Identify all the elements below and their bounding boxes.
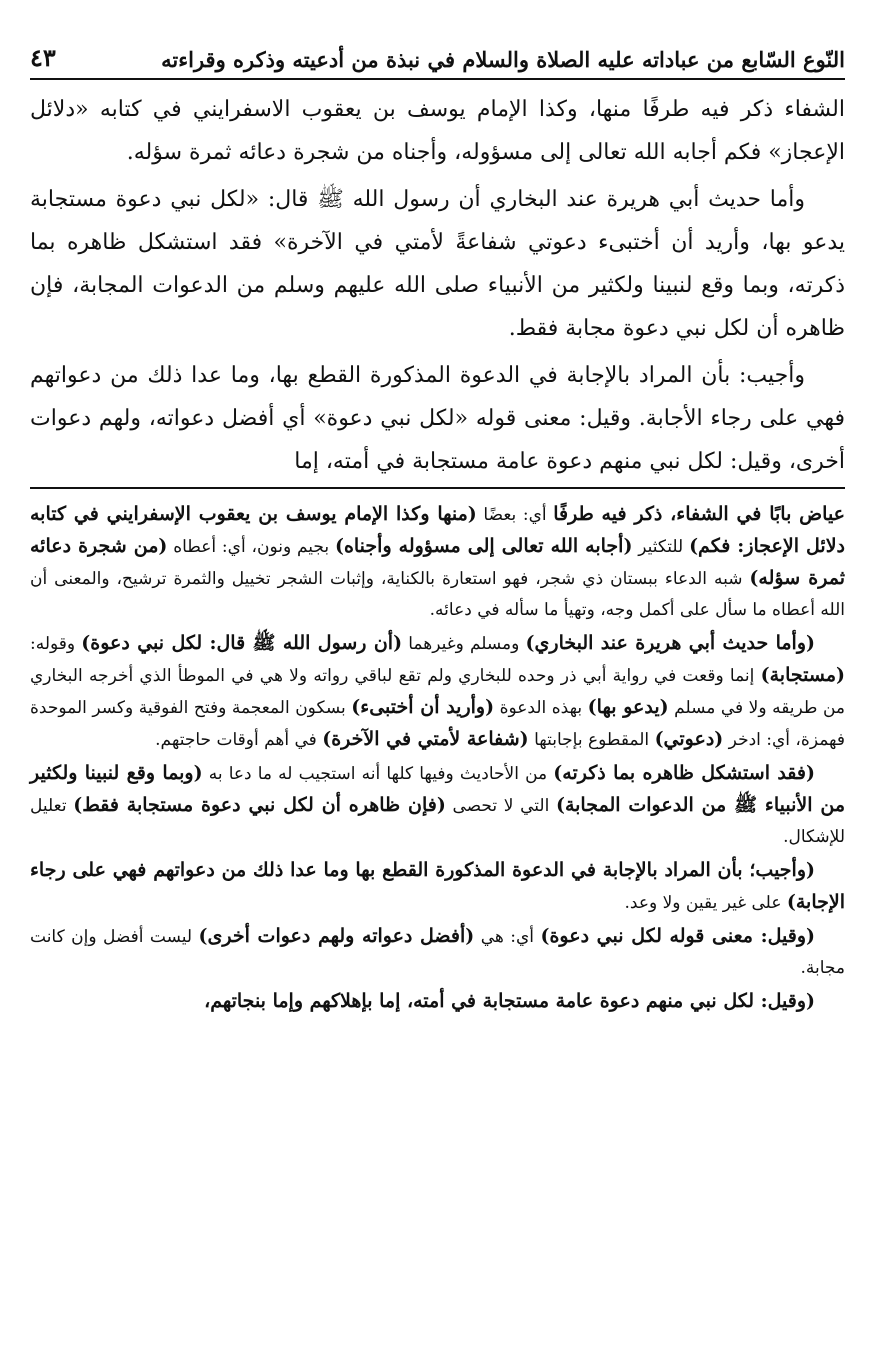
main-paragraph: الشفاء ذكر فيه طرفًا منها، وكذا الإمام يوسف بن يعقوب الاسفرايني في كتابه «دلائل الإعجاز» فكم أجابه الله تعالى إلى مسؤوله، وأجناه من شجرة دعائه ثمرة سؤله. bbox=[30, 97, 845, 165]
commentary-text: التي لا تحصى bbox=[445, 796, 556, 816]
page-number: ٤٣ bbox=[30, 43, 56, 72]
commentary-text: بسكون المعجمة وفتح الفوقية وكسر الموحدة فهمزة، أي: ادخر bbox=[30, 698, 845, 750]
commentary-text: بهذه الدعوة bbox=[494, 698, 588, 718]
commentary-text: على غير يقين ولا وعد. bbox=[624, 893, 787, 913]
main-text bbox=[30, 88, 845, 483]
commentary-text: أي: هي bbox=[474, 927, 541, 947]
commentary-paragraph bbox=[30, 986, 845, 1018]
quoted-text: (يدعو بها) bbox=[587, 696, 669, 718]
commentary-text: من الأحاديث وفيها كلها أنه استجيب له ما دعا به bbox=[202, 764, 554, 784]
quoted-text: (أجابه الله تعالى إلى مسؤوله وأجناه) bbox=[334, 535, 633, 557]
quoted-text: (من شجرة دعائه ثمرة سؤله) bbox=[30, 535, 846, 589]
commentary-text: شبه الدعاء ببستان ذي شجر، فهو استعارة بالكناية، وإثبات الشجر تخييل والثمرة ترشيح، والمعنى أن الله أعطاه ما سأل على أكمل وجه، وتهيأ ما سأله في دعائه. bbox=[30, 569, 845, 620]
book-page bbox=[30, 30, 845, 1330]
commentary-text: بجيم ونون، أي: أعطاه bbox=[167, 537, 335, 557]
quoted-text: (أفضل دعواته ولهم دعوات أخرى) bbox=[198, 925, 475, 947]
commentary-text: ليست أفضل وإن كانت مجابة. bbox=[30, 927, 845, 978]
quoted-text: (وقيل: معنى قوله لكل نبي دعوة) bbox=[540, 925, 815, 947]
quoted-text: (شفاعة لأمتي في الآخرة) bbox=[322, 728, 529, 750]
commentary-paragraph bbox=[30, 628, 845, 756]
quoted-text: عياض بابًا في الشفاء، ذكر فيه طرفًا bbox=[553, 503, 846, 525]
commentary-text: تعليل للإشكال. bbox=[30, 796, 845, 847]
commentary-text: ومسلم وغيرهما bbox=[402, 634, 526, 654]
main-paragraph: وأما حديث أبي هريرة عند البخاري أن رسول الله ﷺ قال: «لكل نبي دعوة مستجابة يدعو بها، وأريد أن أختبىء دعوتي شفاعةً لأمتي في الآخرة» فقد استشكل ظاهره بما ذكرته، وبما وقع لنبينا ولكثير من الأنبياء صلى الله عليهم وسلم من الدعوات المجابة، فإن ظاهره أن لكل نبي دعوة مجابة فقط. bbox=[30, 187, 845, 341]
commentary-divider bbox=[30, 487, 845, 489]
main-paragraph: وأجيب: بأن المراد بالإجابة في الدعوة المذكورة القطع بها، وما عدا ذلك من دعواتهم فهي على رجاء الأجابة. وقيل: معنى قوله «لكل نبي دعوة» أي أفضل دعواته، ولهم دعوات أخرى، وقيل: لكل نبي منهم دعوة عامة مستجابة في أمته، إما bbox=[30, 363, 845, 474]
commentary-text: أي: بعضًا bbox=[476, 505, 554, 525]
commentary-text: إنما وقعت في رواية أبي ذر وحده للبخاري ولم تقع لباقي رواته ولا هي في الموطأ الذي أخرجه البخاري من طريقه ولا في مسلم bbox=[30, 666, 845, 718]
commentary-text: المقطوع بإجابتها bbox=[528, 730, 655, 750]
commentary-text: للتكثير bbox=[632, 537, 690, 557]
commentary-paragraph bbox=[30, 855, 845, 919]
quoted-text: (وأجيب؛ بأن المراد بالإجابة في الدعوة المذكورة القطع بها وما عدا ذلك من دعواتهم فهي على رجاء الإجابة) bbox=[30, 859, 845, 913]
commentary-text: وقوله: bbox=[30, 634, 82, 654]
commentary bbox=[30, 499, 845, 1018]
quoted-text: (مستجابة) bbox=[760, 664, 845, 686]
commentary-paragraph bbox=[30, 499, 845, 626]
commentary-paragraph bbox=[30, 758, 845, 853]
quoted-text: (فإن ظاهره أن لكل نبي دعوة مستجابة فقط) bbox=[73, 794, 446, 816]
commentary-text: في أهم أوقات حاجتهم. bbox=[155, 730, 323, 750]
quoted-text: (منها وكذا الإمام يوسف بن يعقوب الإسفرايني في كتابه دلائل الإعجاز: فكم) bbox=[30, 503, 845, 557]
quoted-text: (فقد استشكل ظاهره بما ذكرته) bbox=[553, 762, 815, 784]
commentary-paragraph bbox=[30, 921, 845, 984]
quoted-text: (وأما حديث أبي هريرة عند البخاري) bbox=[525, 632, 815, 654]
quoted-text: (وبما وقع لنبينا ولكثير من الأنبياء ﷺ من الدعوات المجابة) bbox=[30, 762, 845, 816]
running-title: النّوع السّابع من عباداته عليه الصلاة والسلام في نبذة من أدعيته وذكره وقراءته bbox=[161, 47, 845, 72]
quoted-text: (وأريد أن أختبىء) bbox=[351, 696, 495, 718]
quoted-text: (دعوتي) bbox=[654, 728, 724, 750]
page-header bbox=[30, 30, 845, 80]
quoted-text: (وقيل: لكل نبي منهم دعوة عامة مستجابة في أمته، إما بإهلاكهم وإما بنجاتهم، bbox=[204, 990, 815, 1012]
quoted-text: (أن رسول الله ﷺ قال: لكل نبي دعوة) bbox=[81, 632, 403, 654]
